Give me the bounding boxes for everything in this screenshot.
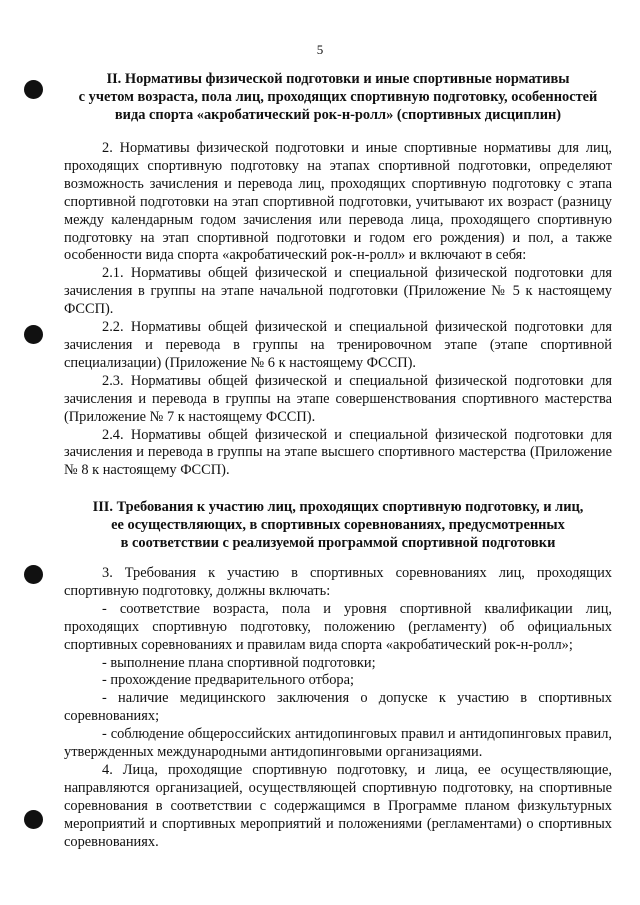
heading-line: вида спорта «акробатический рок-н-ролл» (спортивных дисциплин) (114, 107, 562, 123)
list-item: - наличие медицинского заключения о допуске к участию в спортивных соревнованиях; (64, 690, 612, 725)
heading-line: в соответствии с реализуемой программой спортивной подготовки (120, 535, 556, 551)
paragraph: 3. Требования к участию в спортивных соревнованиях лиц, проходящих спортивную подготовку, должны включать: (64, 565, 612, 599)
section-2-heading (64, 70, 612, 124)
paragraph: 2.1. Нормативы общей физической и специальной физической подготовки для зачисления в группы на этапе начальной подготовки (Приложение № 5 к настоящему ФССП). (64, 265, 612, 318)
paragraph: 2. Нормативы физической подготовки и иные спортивные нормативы для лиц, проходящих спортивную подготовку на этапах спортивной подготовки, определяют возможность зачисления и перевода лиц, проходящих спортивную подготовку с этапа спортивной подготовки на этап спортивной подготовки, учитывают их возраст (разницу между календарным годом зачисления или перевода лица, проходящего спортивную подготовку на этап спортивной подготовки и годом его рождения) и пол, а также особенности вида спорта «акробатический рок-н-ролл» и включают в себя: (64, 140, 612, 264)
binder-hole-icon (24, 565, 43, 584)
paragraph: 2.2. Нормативы общей физической и специальной физической подготовки для зачисления и перевода в группы на тренировочном этапе (этапе спортивной специализации) (Приложение № 6 к настоящему ФССП). (64, 319, 612, 371)
paragraph: 2.3. Нормативы общей физической и специальной физической подготовки для зачисления и перевода в группы на этапе совершенствования спортивного мастерства (Приложение № 7 к настоящему ФССП). (64, 372, 612, 425)
section-3-body (64, 565, 612, 852)
list-item: - соответствие возраста, пола и уровня спортивной квалификации лиц, проходящих спортивную подготовку, положению (регламенту) об официальных спортивных соревнованиях и правилам вида спорта «акробатический рок-н-ролл»; (64, 600, 612, 653)
list-item: - выполнение плана спортивной подготовки; (102, 654, 376, 671)
binder-hole-icon (24, 325, 43, 344)
heading-line: с учетом возраста, пола лиц, проходящих спортивную подготовку, особенностей (78, 89, 598, 105)
list-item: - прохождение предварительного отбора; (102, 672, 354, 689)
page-number: 5 (316, 42, 324, 57)
section-3-heading (64, 498, 612, 552)
binder-hole-icon (24, 80, 43, 99)
heading-line: ее осуществляющих, в спортивных соревнованиях, предусмотренных (111, 517, 565, 533)
paragraph: 4. Лица, проходящие спортивную подготовку, и лица, ее осуществляющие, направляются организацией, осуществляющей спортивную подготовку, на спортивные соревнования в соответствии с содержащимся в Программе планом физкультурных мероприятий и спортивных мероприятий и положениями (регламентами) о спортивных соревнованиях. (64, 761, 612, 850)
paragraph: 2.4. Нормативы общей физической и специальной физической подготовки для зачисления и перевода в группы на этапе высшего спортивного мастерства (Приложение № 8 к настоящему ФССП). (64, 426, 612, 479)
heading-line: III. Требования к участию лиц, проходящих спортивную подготовку, и лиц, (92, 499, 584, 515)
binder-hole-icon (24, 810, 43, 829)
heading-line: II. Нормативы физической подготовки и иные спортивные нормативы (106, 71, 570, 87)
section-2-body (64, 140, 612, 480)
list-item: - соблюдение общероссийских антидопинговых правил и антидопинговых правил, утвержденных международными антидопинговыми организациями. (64, 726, 612, 761)
